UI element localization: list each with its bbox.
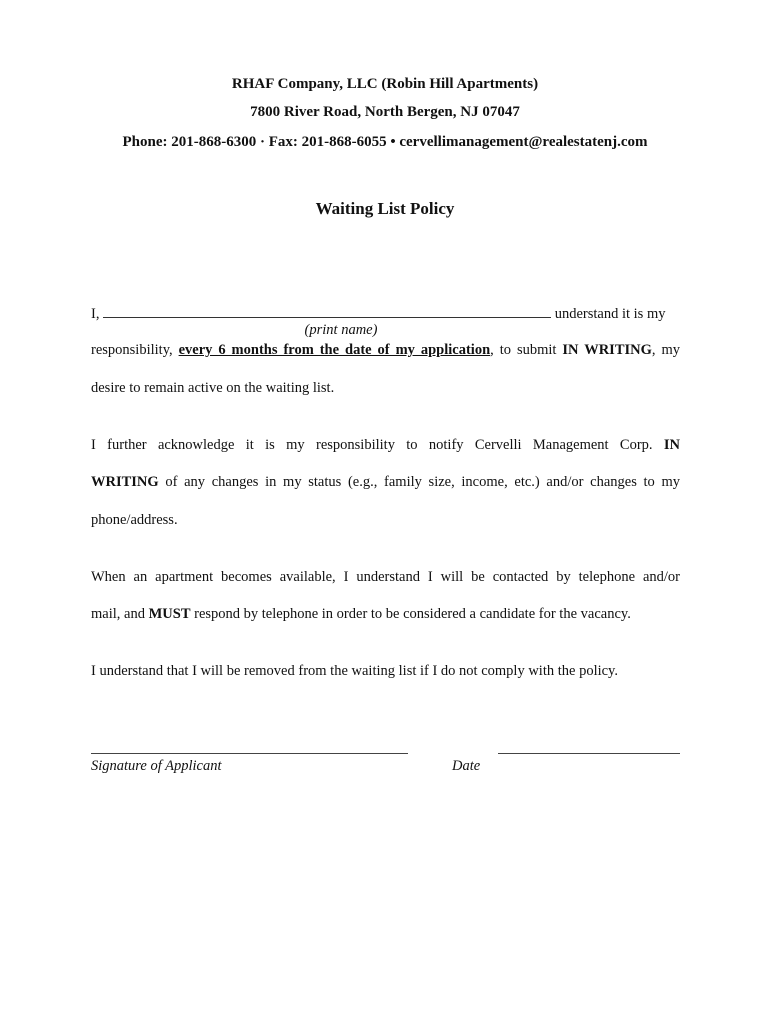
date-line[interactable]	[498, 753, 680, 754]
date-label: Date	[452, 758, 481, 774]
para1-line2-a: responsibility,	[91, 342, 179, 358]
document-title: Waiting List Policy	[315, 199, 455, 218]
para1-line2-c: , my	[651, 342, 680, 358]
company-contact: Phone: 201-868-6300 · Fax: 201-868-6055 • cervellimanagement@realestatenj.com	[122, 134, 648, 150]
para1-line2	[91, 342, 680, 359]
para1-prefix: I,	[91, 306, 100, 322]
para2-line2	[91, 474, 680, 491]
para1-line1-end: understand it is my	[554, 306, 666, 322]
para1-in-writing: IN WRITING	[562, 342, 652, 358]
para2-in: IN	[663, 437, 680, 453]
para3-line2-b: respond by telephone in order to be considered a candidate for the vacancy.	[190, 606, 631, 622]
print-name-label: (print name)	[304, 322, 378, 338]
signature-line[interactable]	[91, 753, 408, 754]
company-address: 7800 River Road, North Bergen, NJ 07047	[250, 104, 520, 120]
para3-line2-a: mail, and	[91, 606, 149, 622]
para1-line2-b: , to submit	[490, 342, 563, 358]
para3-line1: When an apartment becomes available, I understand I will be contacted by telephone and/or	[91, 569, 680, 585]
para3-line2	[91, 606, 680, 623]
signature-label: Signature of Applicant	[91, 758, 222, 774]
para3-must: MUST	[148, 606, 191, 622]
para2-line1-a: I further acknowledge it is my responsibility to notify Cervelli Management Corp.	[91, 437, 664, 453]
para1-line1	[91, 303, 680, 323]
para2-line3: phone/address.	[91, 512, 178, 528]
para1-line3: desire to remain active on the waiting list.	[91, 380, 335, 396]
company-name: RHAF Company, LLC (Robin Hill Apartments)	[231, 76, 539, 92]
print-name-blank[interactable]	[103, 303, 551, 318]
para2-writing: WRITING	[91, 474, 159, 490]
para2-line2-rest: of any changes in my status (e.g., family size, income, etc.) and/or changes to my	[158, 474, 680, 490]
para2-line1	[91, 437, 680, 454]
para1-underlined-phrase: every 6 months from the date of my application	[178, 342, 491, 358]
para4-line1: I understand that I will be removed from the waiting list if I do not comply with the policy.	[91, 663, 618, 679]
